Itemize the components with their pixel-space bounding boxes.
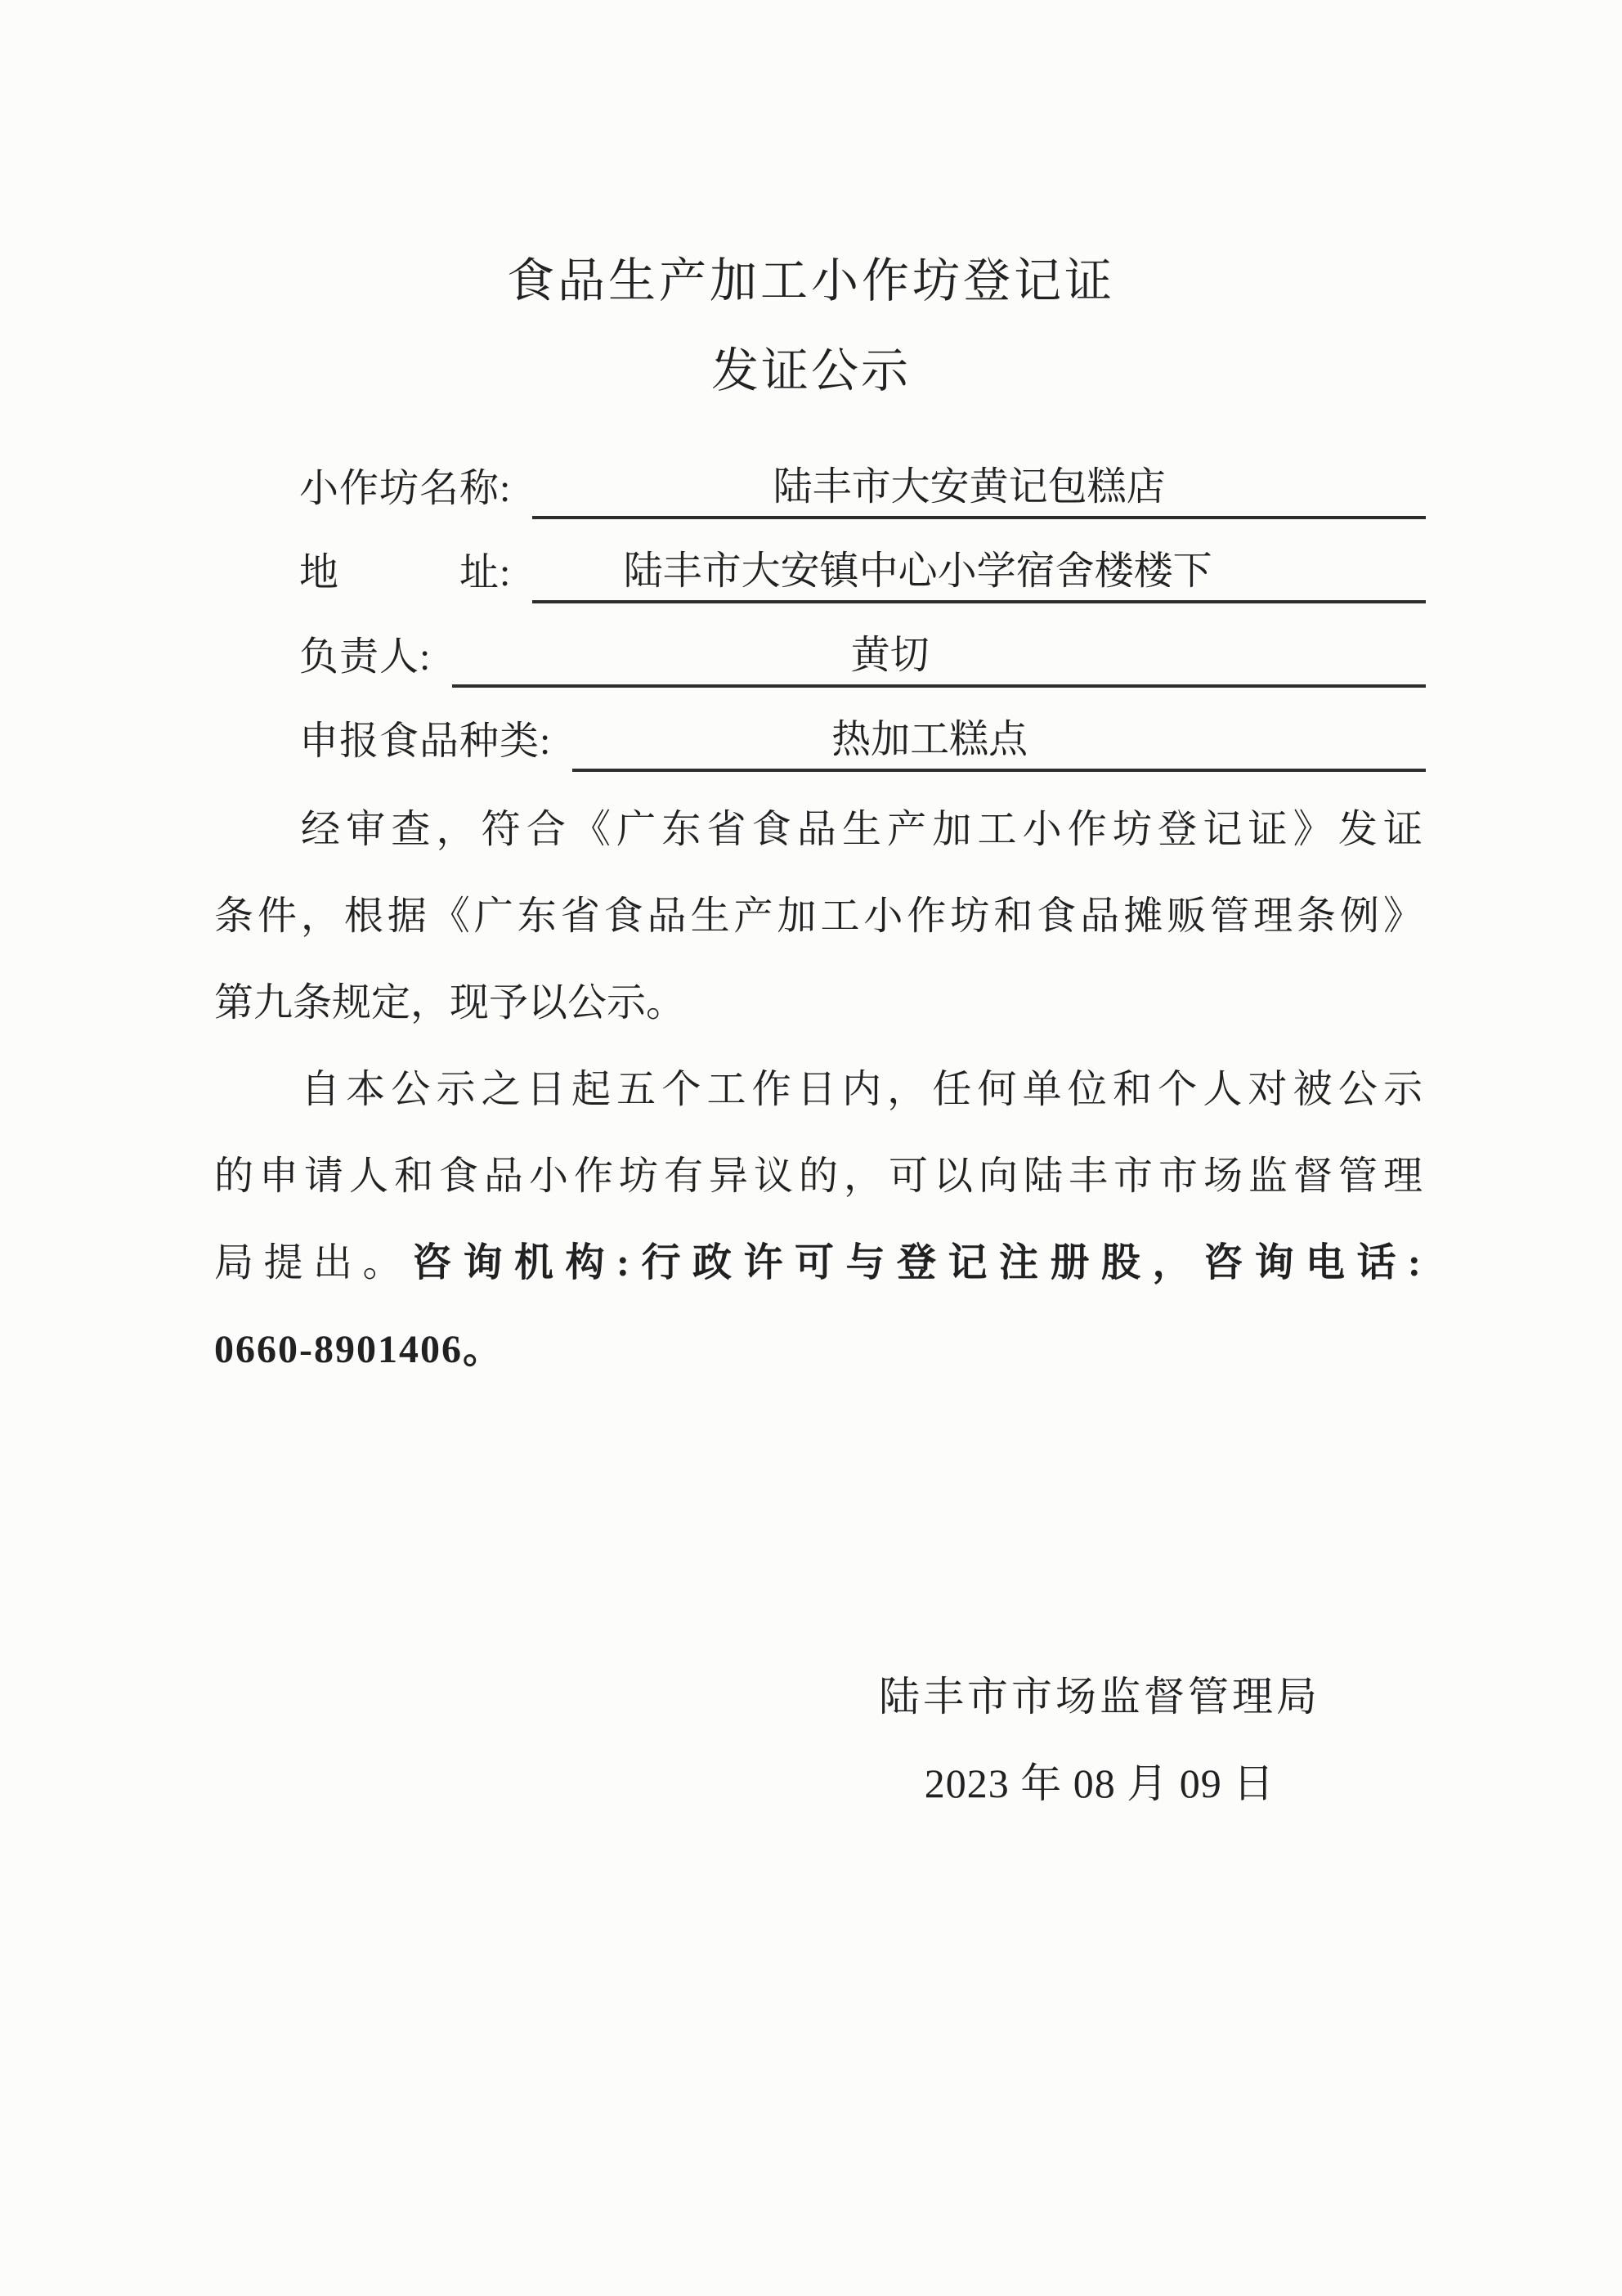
address-value: 陆丰市大安镇中心小学宿舍楼楼下	[623, 549, 1212, 593]
body-text-segment-bold: 咨询机构:行政许可与登记注册股，咨询电话:	[412, 1241, 1423, 1285]
address-underline	[532, 539, 1426, 603]
body-text-segment: 条件，根据《广东省食品生产加工小作坊和食品摊贩管理条例》	[214, 895, 1423, 938]
address-label: 地 址:	[299, 551, 512, 594]
body-text-segment-bold: 0660-8901406。	[214, 1328, 504, 1371]
field-row-person-in-charge	[299, 603, 1426, 688]
workshop-name-label: 小作坊名称:	[299, 467, 512, 510]
person-in-charge-underline	[452, 623, 1426, 688]
body-paragraphs	[214, 787, 1423, 1393]
field-row-address	[299, 519, 1426, 603]
body-line	[214, 1047, 1423, 1133]
body-line	[214, 1220, 1423, 1307]
body-text-segment: 局提出。	[214, 1241, 413, 1285]
body-line	[214, 960, 1423, 1047]
person-in-charge-value: 黄切	[850, 634, 930, 677]
body-line	[214, 1307, 1423, 1393]
body-line	[214, 787, 1423, 873]
body-text-segment: 自本公示之日起五个工作日内，任何单位和个人对被公示	[301, 1068, 1423, 1111]
food-category-label: 申报食品种类:	[299, 720, 552, 763]
workshop-name-value: 陆丰市大安黄记包糕店	[773, 465, 1166, 509]
issuer-signature: 陆丰市市场监督管理局	[879, 1674, 1320, 1720]
body-text-segment: 经审查，符合《广东省食品生产加工小作坊登记证》发证	[301, 808, 1423, 851]
food-category-value: 热加工糕点	[831, 718, 1028, 761]
body-text-segment: 的申请人和食品小作坊有异议的，可以向陆丰市市场监督管理	[214, 1155, 1423, 1198]
body-line	[214, 873, 1423, 960]
document-subtitle: 发证公示	[710, 344, 911, 397]
issue-date: 2023 年 08 月 09 日	[924, 1760, 1275, 1806]
document-title: 食品生产加工小作坊登记证	[506, 254, 1115, 307]
body-text-segment: 第九条规定，现予以公示。	[214, 981, 686, 1025]
field-row-food-category	[299, 688, 1426, 772]
field-row-workshop-name	[299, 435, 1426, 519]
person-in-charge-label: 负责人:	[299, 635, 432, 679]
signature-block	[811, 1653, 1388, 1827]
body-line	[214, 1133, 1423, 1220]
food-category-underline	[572, 707, 1426, 772]
workshop-name-underline	[532, 455, 1426, 519]
fields-section	[299, 435, 1426, 772]
